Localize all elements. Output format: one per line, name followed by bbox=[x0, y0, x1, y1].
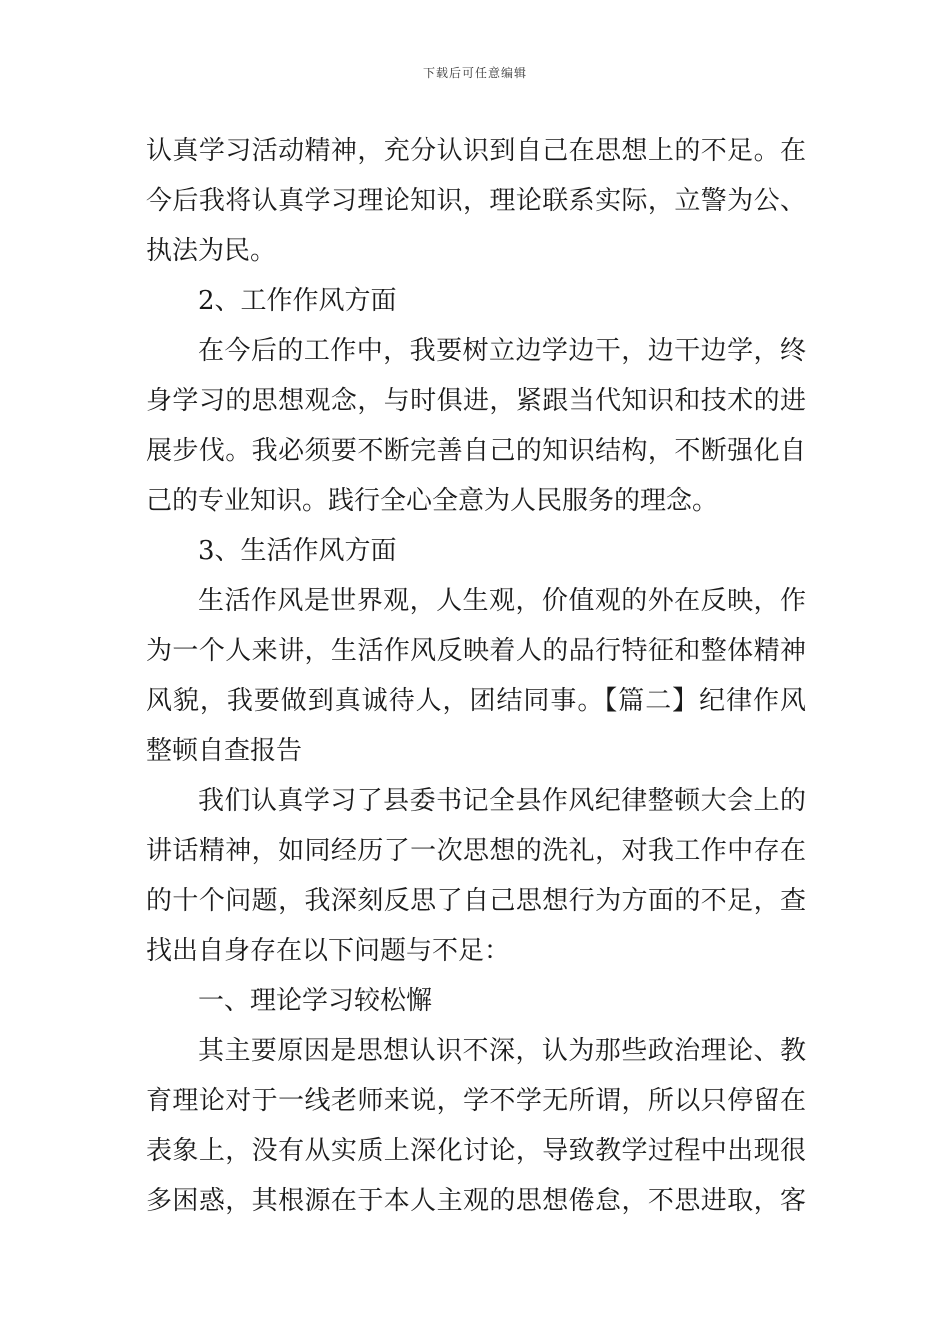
text-line: 的十个问题，我深刻反思了自己思想行为方面的不足，查 bbox=[146, 886, 806, 916]
text-line: 今后我将认真学习理论知识，理论联系实际，立警为公、 bbox=[146, 186, 806, 216]
text-line: 为一个人来讲，生活作风反映着人的品行特征和整体精神 bbox=[146, 636, 806, 666]
text-line: 2、工作作风方面 bbox=[198, 286, 397, 316]
text-line: 展步伐。我必须要不断完善自己的知识结构，不断强化自 bbox=[146, 436, 806, 466]
text-line: 多困惑，其根源在于本人主观的思想倦怠，不思进取，客 bbox=[146, 1186, 806, 1216]
text-line: 己的专业知识。践行全心全意为人民服务的理念。 bbox=[146, 486, 719, 516]
text-line: 认真学习活动精神，充分认识到自己在思想上的不足。在 bbox=[146, 136, 806, 166]
text-line: 3、生活作风方面 bbox=[198, 536, 397, 566]
text-line: 执法为民。 bbox=[146, 236, 277, 266]
text-line: 育理论对于一线老师来说，学不学无所谓，所以只停留在 bbox=[146, 1086, 806, 1116]
document-body bbox=[146, 126, 806, 1226]
text-line: 找出自身存在以下问题与不足： bbox=[146, 936, 511, 966]
text-line: 风貌，我要做到真诚待人，团结同事。【篇二】纪律作风 bbox=[146, 686, 806, 716]
text-line: 其主要原因是思想认识不深，认为那些政治理论、教 bbox=[198, 1036, 806, 1066]
text-line: 表象上，没有从实质上深化讨论，导致教学过程中出现很 bbox=[146, 1136, 806, 1166]
text-line: 在今后的工作中，我要树立边学边干，边干边学，终 bbox=[198, 336, 806, 366]
text-line: 身学习的思想观念，与时俱进，紧跟当代知识和技术的进 bbox=[146, 386, 806, 416]
text-line: 一、理论学习较松懈 bbox=[198, 986, 433, 1016]
text-line: 整顿自查报告 bbox=[146, 736, 303, 766]
text-line: 生活作风是世界观，人生观，价值观的外在反映，作 bbox=[198, 586, 806, 616]
page-header: 下载后可任意编辑 bbox=[422, 66, 527, 80]
text-line: 我们认真学习了县委书记全县作风纪律整顿大会上的 bbox=[198, 786, 806, 816]
text-line: 讲话精神，如同经历了一次思想的洗礼，对我工作中存在 bbox=[146, 836, 806, 866]
